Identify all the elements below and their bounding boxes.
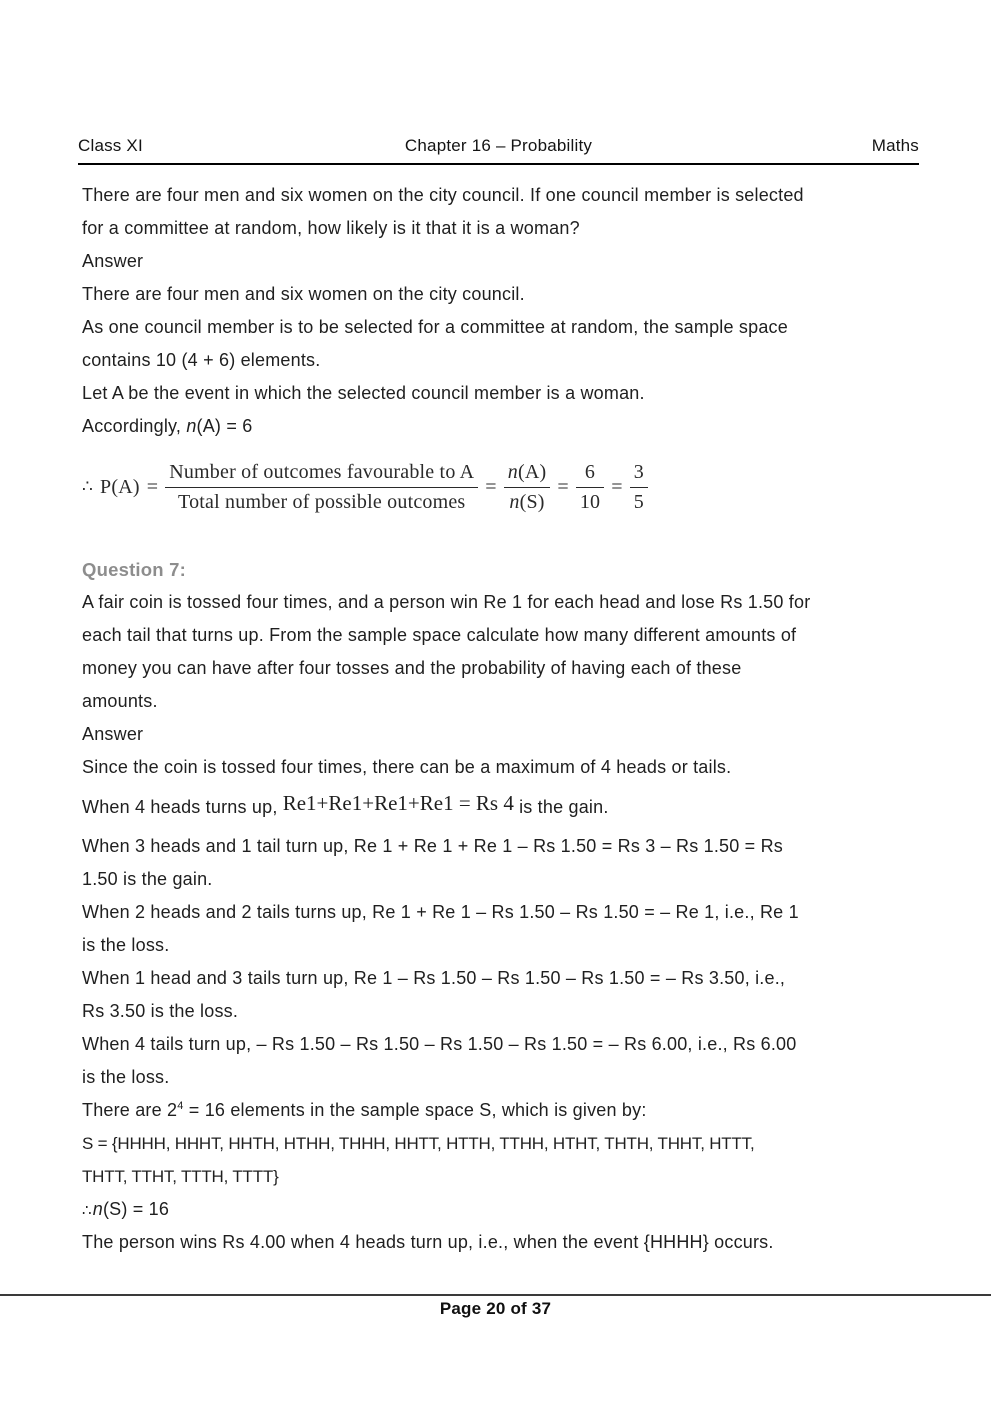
fraction-denominator: Total number of possible outcomes bbox=[165, 487, 478, 514]
n-variable: n bbox=[186, 416, 197, 436]
q7-case-line: When 1 head and 3 tails turn up, Re 1 – Rs 1.50 – Rs 1.50 – Rs 1.50 = – Rs 3.50, i.e., bbox=[82, 968, 786, 988]
q7-max-line: Since the coin is tossed four times, there can be a maximum of 4 heads or tails. bbox=[82, 757, 732, 777]
equals-sign: = bbox=[146, 475, 159, 498]
q7-final-line: The person wins Rs 4.00 when 4 heads turn up, i.e., when the event {HHHH} occurs. bbox=[82, 1232, 774, 1252]
formula-lhs: P(A) bbox=[100, 475, 140, 498]
fraction-3-5 bbox=[630, 461, 648, 514]
header-chapter-title: Chapter 16 – Probability bbox=[404, 136, 593, 155]
q7-case-line: 1.50 is the gain. bbox=[82, 869, 213, 889]
gain4-prefix: When 4 heads turns up, bbox=[82, 796, 278, 817]
ns-suffix: (S) = 16 bbox=[102, 1199, 170, 1219]
fraction-outcomes bbox=[165, 461, 478, 514]
q6-solution-line: Let A be the event in which the selected council member is a woman. bbox=[82, 383, 645, 403]
q7-elements-line bbox=[82, 1094, 911, 1127]
q7-case-line: When 2 heads and 2 tails turns up, Re 1 + Re 1 – Rs 1.50 – Rs 1.50 = – Re 1, i.e., Re 1 bbox=[82, 902, 799, 922]
fraction-6-10 bbox=[576, 461, 604, 514]
elements-prefix: There are 2 bbox=[82, 1100, 178, 1120]
q7-case-line: is the loss. bbox=[82, 1067, 170, 1087]
q7-answer-label: Answer bbox=[82, 724, 144, 744]
n-variable: n bbox=[92, 1199, 103, 1219]
q6-question-line: for a committee at random, how likely is it that it is a woman? bbox=[82, 218, 580, 238]
accordingly-prefix: Accordingly, bbox=[82, 416, 187, 436]
q7-case-line: When 3 heads and 1 tail turn up, Re 1 + Re 1 + Re 1 – Rs 1.50 = Rs 3 – Rs 1.50 = Rs bbox=[82, 836, 783, 856]
q6-answer-label: Answer bbox=[82, 251, 144, 271]
gain4-suffix: is the gain. bbox=[519, 796, 609, 817]
page-footer bbox=[0, 1294, 991, 1319]
exponent-4: 4 bbox=[177, 1100, 184, 1112]
q7-sample-space-line: THTT, TTHT, TTTH, TTTT} bbox=[82, 1167, 279, 1186]
q7-gain4-line bbox=[82, 784, 911, 830]
fraction-nA-nS bbox=[504, 461, 551, 514]
n-variable: n bbox=[509, 490, 520, 513]
fraction-denominator bbox=[504, 487, 551, 514]
fraction-numerator bbox=[504, 461, 551, 487]
fraction-numerator: 3 bbox=[633, 460, 644, 483]
q6-accordingly-line bbox=[82, 410, 911, 443]
gain4-formula: Re1+Re1+Re1+Re1 = Rs 4 bbox=[282, 790, 514, 815]
probability-formula bbox=[82, 455, 911, 519]
fraction-denominator: 10 bbox=[576, 487, 604, 514]
q7-question-line: each tail that turns up. From the sample space calculate how many different amounts of bbox=[82, 625, 797, 645]
q7-case-line: is the loss. bbox=[82, 935, 170, 955]
question-7-heading: Question 7: bbox=[82, 559, 186, 580]
equals-sign: = bbox=[557, 475, 569, 498]
n-variable: n bbox=[507, 460, 518, 483]
elements-suffix: = 16 elements in the sample space S, which is given by: bbox=[183, 1100, 647, 1120]
q7-case-line: Rs 3.50 is the loss. bbox=[82, 1001, 239, 1021]
page-header bbox=[78, 136, 919, 165]
header-subject: Maths bbox=[871, 136, 919, 155]
equals-sign: = bbox=[485, 475, 497, 498]
q6-solution-line: contains 10 (4 + 6) elements. bbox=[82, 350, 321, 370]
accordingly-suffix: (A) = 6 bbox=[196, 416, 253, 436]
q7-case-line: When 4 tails turn up, – Rs 1.50 – Rs 1.50 – Rs 1.50 – Rs 1.50 = – Rs 6.00, i.e., Rs 6.00 bbox=[82, 1034, 797, 1054]
page-body bbox=[82, 179, 911, 1259]
q7-question-line: A fair coin is tossed four times, and a person win Re 1 for each head and lose Rs 1.50 for bbox=[82, 592, 811, 612]
page-number: Page 20 of 37 bbox=[439, 1299, 552, 1318]
fraction-numerator: Number of outcomes favourable to A bbox=[169, 460, 475, 483]
equals-sign: = bbox=[611, 475, 623, 498]
q7-question-line: money you can have after four tosses and the probability of having each of these bbox=[82, 658, 742, 678]
nA-rest: (A) bbox=[517, 460, 547, 483]
q7-question-line: amounts. bbox=[82, 691, 158, 711]
q7-sample-space-line: S = {HHHH, HHHT, HHTH, HTHH, THHH, HHTT, HTTH, TTHH, HTHT, THTH, THHT, HTTT, bbox=[82, 1134, 755, 1153]
q6-solution-line: There are four men and six women on the city council. bbox=[82, 284, 525, 304]
header-class: Class XI bbox=[78, 136, 143, 155]
q7-ns-line bbox=[82, 1193, 911, 1226]
fraction-denominator: 5 bbox=[630, 487, 648, 514]
q6-solution-line: As one council member is to be selected for a committee at random, the sample space bbox=[82, 317, 788, 337]
therefore-symbol: ∴ bbox=[82, 477, 94, 496]
therefore-symbol: ∴ bbox=[82, 1202, 92, 1219]
nS-rest: (S) bbox=[519, 490, 545, 513]
q6-question-line: There are four men and six women on the city council. If one council member is selected bbox=[82, 185, 804, 205]
fraction-numerator: 6 bbox=[584, 460, 596, 483]
